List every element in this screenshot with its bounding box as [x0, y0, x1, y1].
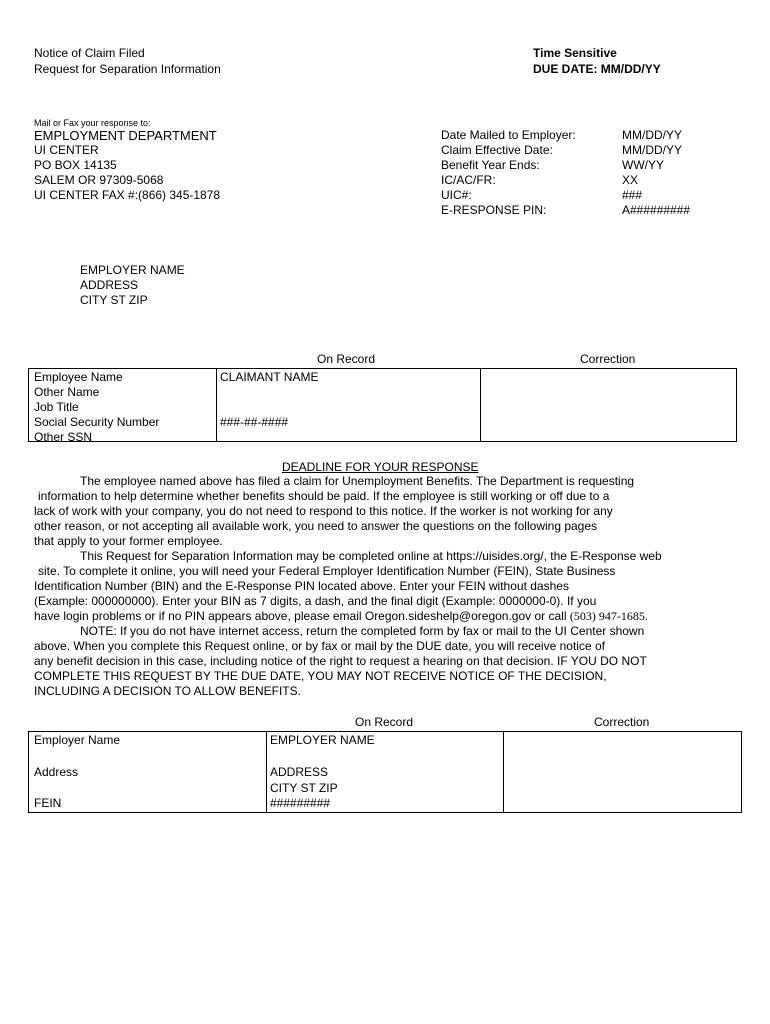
- employer-correction-cell[interactable]: [504, 732, 742, 813]
- employee-correction-header: Correction: [580, 352, 636, 366]
- deadline-line: site. To complete it online, you will need your Federal Employer Identification Number (FEIN), State Business: [38, 564, 616, 578]
- employer-address-label: Address: [34, 765, 79, 779]
- employer-address-value: ADDRESS: [270, 765, 329, 779]
- return-address: [34, 128, 220, 203]
- other-ssn-label: Other SSN: [34, 430, 93, 444]
- deadline-heading: DEADLINE FOR YOUR RESPONSE: [282, 460, 479, 474]
- mail-instruction: Mail or Fax your response to:: [34, 118, 151, 128]
- due-date: DUE DATE: MM/DD/YY: [533, 62, 661, 76]
- return-address-line: PO BOX 14135: [34, 158, 117, 172]
- deadline-line: (Example: 000000000). Enter your BIN as 7 digits, a dash, and the final digit (Example: 0000000-0). If you: [34, 594, 597, 608]
- claim-info-label: Benefit Year Ends:: [441, 158, 540, 172]
- employer-on-record-cell: [267, 732, 504, 813]
- claim-info-value: MM/DD/YY: [622, 143, 682, 157]
- claim-info-label: IC/AC/FR:: [441, 173, 496, 187]
- deadline-line: have login problems or if no PIN appears above, please email Oregon.sideshelp@oregon.gov or call: [34, 609, 570, 623]
- employer-label-cell: [29, 732, 267, 813]
- return-address-line: UI CENTER: [34, 143, 99, 157]
- employer-name-value: EMPLOYER NAME: [270, 733, 375, 747]
- deadline-line: The employee named above has filed a claim for Unemployment Benefits. The Department is requesting: [80, 474, 635, 488]
- employer-table: [28, 731, 742, 813]
- claim-info-value: MM/DD/YY: [622, 128, 682, 142]
- employee-table: [28, 368, 737, 442]
- deadline-line-with-phone: [26, 609, 696, 624]
- claim-info-value: WW/YY: [622, 158, 664, 172]
- deadline-line: lack of work with your company, you do not need to respond to this notice. If the worker is not working for any: [34, 504, 613, 518]
- claim-info-labels: [441, 128, 576, 218]
- return-address-line: EMPLOYMENT DEPARTMENT: [34, 128, 217, 143]
- deadline-paragraph: [26, 474, 696, 699]
- claim-info-values: [622, 128, 690, 218]
- employer-name-label: Employer Name: [34, 733, 121, 747]
- employer-address-line: EMPLOYER NAME: [80, 263, 185, 277]
- claim-info-label: Date Mailed to Employer:: [441, 128, 576, 142]
- deadline-line: INCLUDING A DECISION TO ALLOW BENEFITS.: [34, 684, 301, 698]
- other-name-label: Other Name: [34, 385, 100, 399]
- employer-address-line: CITY ST ZIP: [80, 293, 148, 307]
- job-title-label: Job Title: [34, 400, 79, 414]
- employee-name-label: Employee Name: [34, 370, 123, 384]
- employee-on-record-header: On Record: [317, 352, 376, 366]
- claim-info-label: Claim Effective Date:: [441, 143, 553, 157]
- employer-city-value: CITY ST ZIP: [270, 781, 338, 795]
- fein-value: #########: [270, 796, 331, 810]
- claimant-ssn: ###-##-####: [220, 415, 289, 429]
- claim-info-value: XX: [622, 173, 639, 187]
- claim-info-value: A#########: [622, 203, 691, 217]
- claim-info-label: UIC#:: [441, 188, 472, 202]
- fein-label: FEIN: [34, 796, 62, 810]
- employer-address-line: ADDRESS: [80, 278, 139, 292]
- deadline-line: COMPLETE THIS REQUEST BY THE DUE DATE, YOU MAY NOT RECEIVE NOTICE OF THE DECISION,: [34, 669, 607, 683]
- employee-correction-cell[interactable]: [481, 369, 737, 442]
- return-address-line: SALEM OR 97309-5068: [34, 173, 164, 187]
- deadline-line: above. When you complete this Request online, or by fax or mail by the DUE date, you will receive notice of: [34, 639, 605, 653]
- deadline-line: any benefit decision in this case, including notice of the right to request a hearing on that decision. IF YOU DO NOT: [34, 654, 647, 668]
- employee-on-record-cell: [217, 369, 481, 442]
- notice-title: Notice of Claim Filed: [34, 46, 145, 60]
- deadline-line: Identification Number (BIN) and the E-Response PIN located above. Enter your FEIN without dashes: [34, 579, 569, 593]
- help-phone-number: (503) 947-1685.: [569, 609, 648, 623]
- deadline-line: information to help determine whether benefits should be paid. If the employee is still working or off due to a: [38, 489, 610, 503]
- deadline-line: that apply to your former employee.: [34, 534, 223, 548]
- employer-mailing-address: [80, 263, 185, 308]
- employer-correction-header: Correction: [594, 715, 650, 729]
- employer-on-record-header: On Record: [355, 715, 414, 729]
- deadline-line: NOTE: If you do not have internet access, return the completed form by fax or mail to the UI Center shown: [80, 624, 645, 638]
- deadline-line: other reason, or not accepting all available work, you need to answer the questions on the following pages: [34, 519, 598, 533]
- deadline-line: This Request for Separation Information may be completed online at https://uisides.org/, the E-Response web: [80, 549, 662, 563]
- claim-info-label: E-RESPONSE PIN:: [441, 203, 547, 217]
- claim-info-value: ###: [622, 188, 643, 202]
- claimant-name: CLAIMANT NAME: [220, 370, 319, 384]
- time-sensitive-label: Time Sensitive: [533, 46, 617, 60]
- return-address-line: UI CENTER FAX #:(866) 345-1878: [34, 188, 221, 202]
- notice-subtitle: Request for Separation Information: [34, 62, 221, 76]
- ssn-label: Social Security Number: [34, 415, 160, 429]
- employee-label-cell: [29, 369, 217, 442]
